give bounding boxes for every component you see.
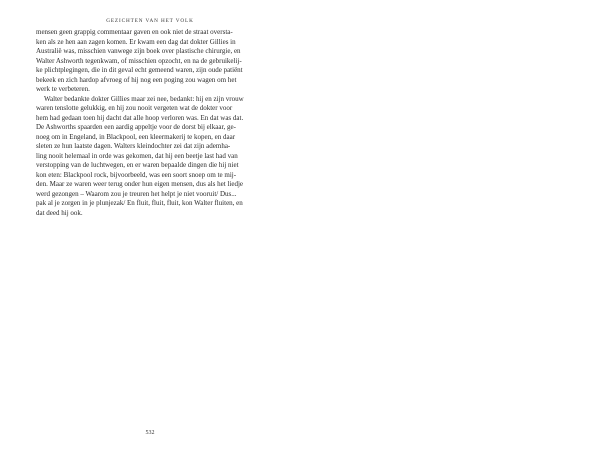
right-page-blank: [300, 0, 600, 460]
paragraph: [36, 95, 272, 219]
text-line: dat deed hij ook.: [36, 208, 83, 217]
page-number: 532: [145, 430, 155, 436]
text-line: hem had gedaan toen hij dacht dat alle hoop verloren was. En dat was dat.: [36, 113, 244, 122]
text-line: werk te verbeteren.: [36, 85, 90, 93]
text-line: kon eten: Blackpool rock, bijvoorbeeld, was een soort snoep om te mij-: [36, 170, 237, 179]
text-line: mensen geen grappig commentaar gaven en ook niet de straat oversta-: [36, 28, 233, 36]
text-line: ken als ze hen aan zagen komen. Er kwam een dag dat dokter Gillies in: [36, 37, 236, 46]
paragraph: [36, 28, 272, 95]
text-line: bekeek en zich hardop afvroeg of hij nog een poging zou wagen om het: [36, 75, 237, 84]
text-line: verstopping van de luchtwegen, en er waren bepaalde dingen die hij niet: [36, 161, 239, 169]
text-line: noeg om in Engeland, in Blackpool, een kleermakerij te kopen, en daar: [36, 132, 236, 141]
text-line: sleten ze hun laatste dagen. Walters kleindochter zei dat zijn ademha-: [36, 142, 231, 150]
text-line: Walter bedankte dokter Gillies maar zei nee, bedankt: hij en zijn vrouw: [44, 94, 244, 103]
text-line: werd gezongen – Waarom zou je treuren het helpt je niet vooruit/ Dus...: [36, 189, 237, 198]
text-line: ling nooit helemaal in orde was gekomen, dat hij een beetje last had van: [36, 151, 238, 160]
body-text: [36, 28, 272, 218]
text-line: ke plichtplegingen, die in dit geval echt gemeend waren, zijn oude patiënt: [36, 66, 243, 74]
running-head: GEZICHTEN VAN HET VOLK: [106, 18, 194, 24]
text-line: waren tenslotte gelukkig, en hij zou nooit vergeten wat de dokter voor: [36, 104, 233, 112]
text-line: pak al je zorgen in je plunjezak/ En fluit, fluit, fluit, kon Walter fluiten, en: [36, 199, 243, 207]
text-line: De Ashworths spaarden een aardig appeltje voor de dorst bij elkaar, ge-: [36, 123, 236, 131]
text-line: Australië was, misschien vanwege zijn boek over plastische chirurgie, en: [36, 47, 241, 55]
text-line: Walter Ashworth tegenkwam, of misschien opzocht, en na de gebruikelij-: [36, 56, 242, 65]
text-line: den. Maar ze waren weer terug onder hun eigen mensen, dus als het liedje: [36, 180, 244, 188]
